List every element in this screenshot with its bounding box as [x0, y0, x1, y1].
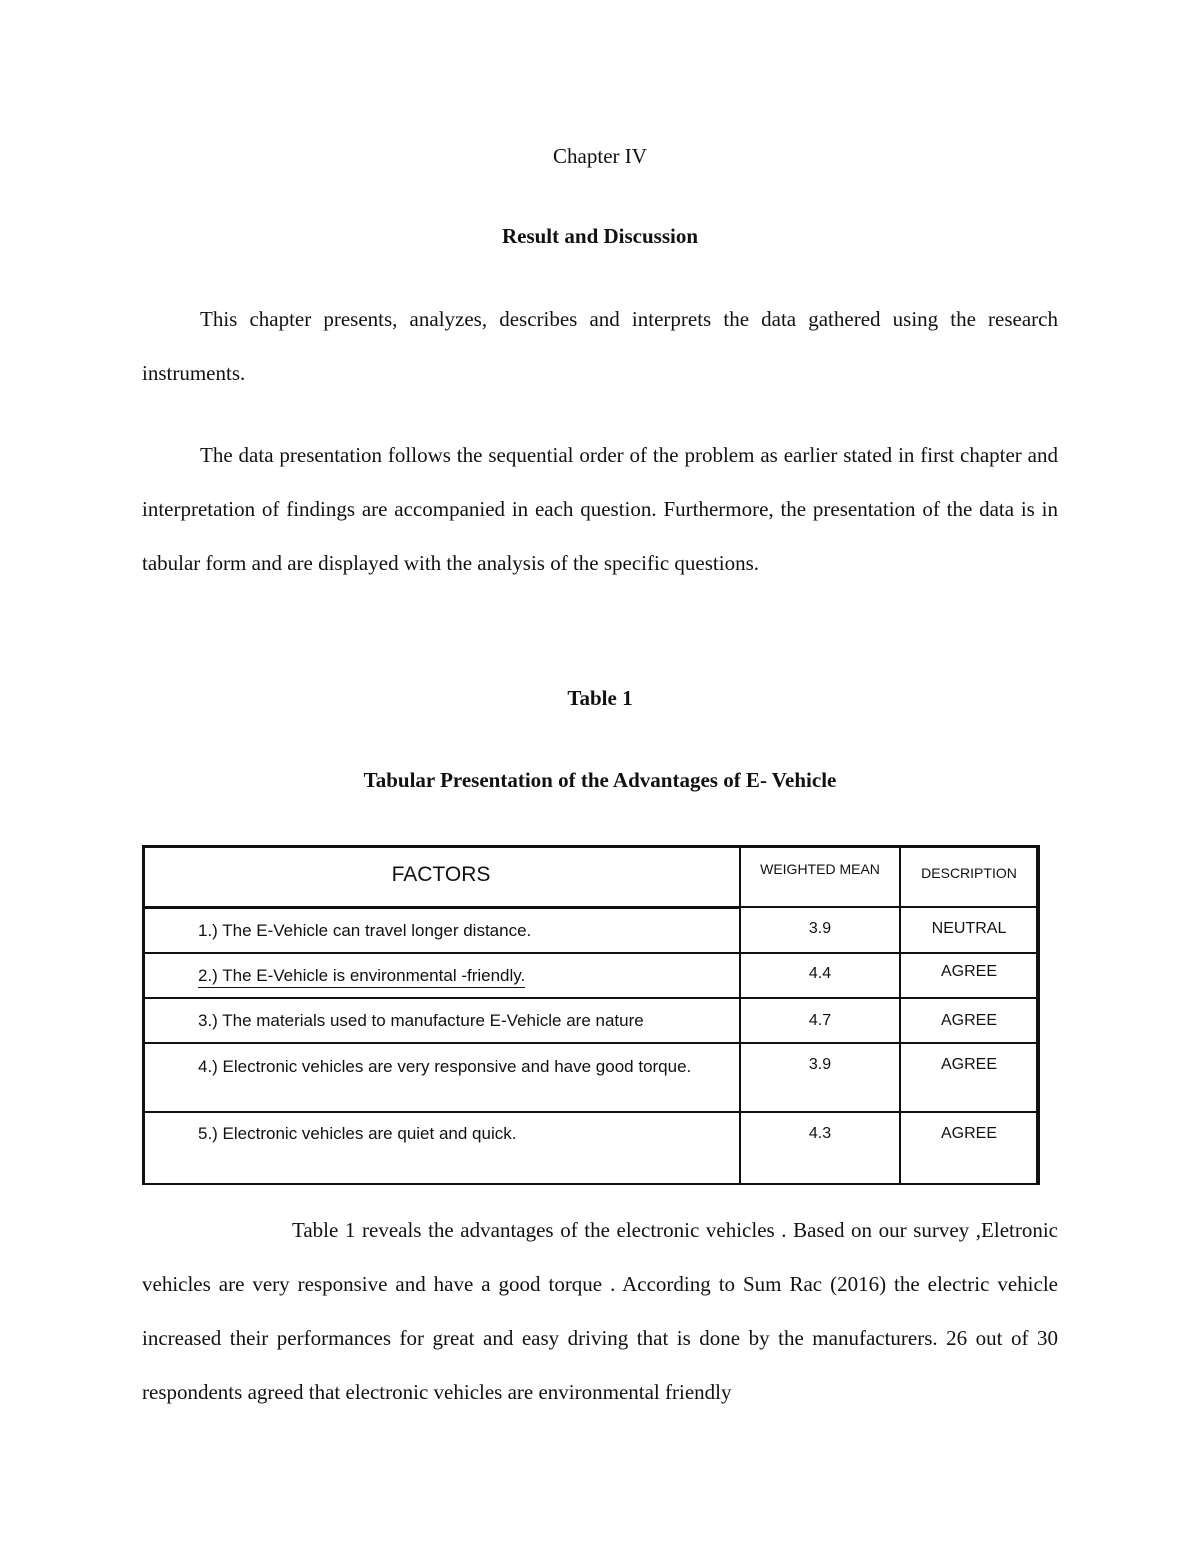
- table-row-divider: [142, 1042, 1040, 1044]
- table-border-left: [142, 845, 145, 1185]
- table-row-factor: 4.) Electronic vehicles are very responsive and have good torque.: [198, 1057, 692, 1076]
- table-number: Table 1: [567, 686, 633, 710]
- table-row-divider: [142, 1111, 1040, 1113]
- table-row-description: AGREE: [940, 1056, 997, 1073]
- table-row-factor-text: 2.) The E-Vehicle is environmental -friendly.: [198, 966, 525, 988]
- table-row-weighted-mean: 4.4: [808, 965, 832, 982]
- table-row-weighted-mean: 4.3: [808, 1125, 832, 1142]
- table-header-divider: [144, 906, 740, 909]
- header-weighted-mean: WEIGHTED MEAN: [760, 861, 880, 877]
- header-factors: FACTORS: [391, 863, 491, 886]
- table-row-factor: 5.) Electronic vehicles are quiet and quick.: [198, 1124, 517, 1143]
- presentation-paragraph: The data presentation follows the sequential order of the problem as earlier stated in first chapter and interpretation of findings are accompanied in each question. Furthermore, the presentation of the data is in tabular form and are displayed with the analysis of the specific questions.: [142, 443, 1058, 575]
- table-row-factor: 1.) The E-Vehicle can travel longer distance.: [198, 921, 532, 940]
- table-row-description: AGREE: [940, 1012, 997, 1029]
- table-row-description: AGREE: [940, 963, 997, 980]
- table-row-weighted-mean: 3.9: [808, 1056, 832, 1073]
- table-row-weighted-mean: 3.9: [808, 920, 832, 937]
- table-header-divider-right: [740, 906, 1040, 908]
- table-row-divider: [142, 997, 1040, 999]
- header-description: DESCRIPTION: [921, 865, 1017, 881]
- chapter-title: Chapter IV: [553, 144, 647, 168]
- analysis-paragraph: Table 1 reveals the advantages of the electronic vehicles . Based on our survey ,Eletronic vehicles are very responsive and have a good torque . According to Sum Rac (2016) the electric vehicle increased their performances for great and easy driving that is done by the manufacturers. 26 out of 30 respondents agreed that electronic vehicles are environmental friendly: [142, 1218, 1058, 1404]
- table-title: Tabular Presentation of the Advantages of E- Vehicle: [363, 768, 837, 792]
- intro-paragraph: This chapter presents, analyzes, describes and interprets the data gathered using the research instruments.: [142, 307, 1058, 385]
- table-row-weighted-mean: 4.7: [808, 1012, 832, 1029]
- section-heading: Result and Discussion: [501, 224, 699, 248]
- table-row-factor: 3.) The materials used to manufacture E-Vehicle are nature: [198, 1011, 644, 1030]
- table-row-factor: [198, 961, 718, 990]
- table-border-bottom: [142, 1183, 1040, 1185]
- table-border-top: [144, 845, 1040, 848]
- table-row-divider: [142, 952, 1040, 954]
- table-row-description: AGREE: [940, 1125, 997, 1142]
- advantages-table: [142, 845, 1040, 1185]
- table-row-description: NEUTRAL: [931, 920, 1007, 937]
